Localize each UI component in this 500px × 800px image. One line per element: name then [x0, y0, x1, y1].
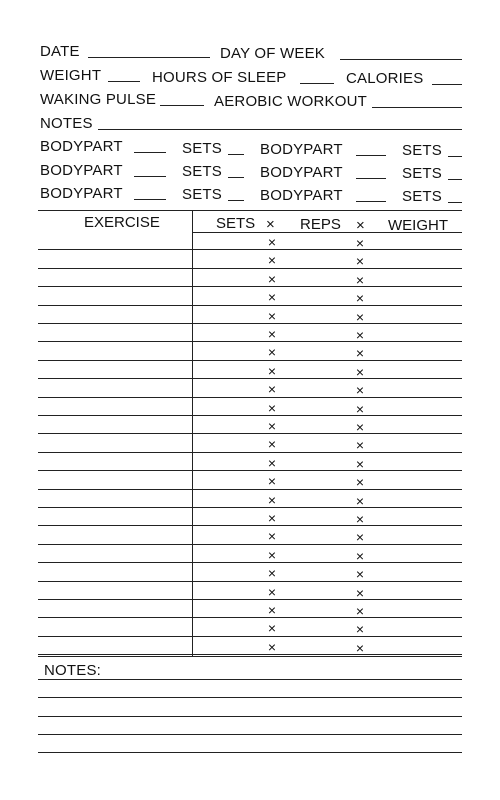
day-of-week-label: DAY OF WEEK: [220, 45, 325, 62]
multiply-mark: ×: [267, 234, 277, 250]
date-label: DATE: [40, 43, 80, 60]
multiply-mark: ×: [355, 492, 365, 509]
bodypart-label: BODYPART: [40, 185, 123, 202]
notes-label: NOTES: [40, 115, 93, 132]
table-row[interactable]: [38, 324, 462, 342]
multiply-mark: ×: [355, 235, 365, 251]
multiply-mark: ×: [355, 603, 365, 619]
multiply-mark: ×: [267, 381, 277, 398]
notes-line[interactable]: [38, 716, 462, 717]
table-row[interactable]: [38, 306, 462, 324]
sets-field[interactable]: [448, 202, 462, 203]
table-row[interactable]: [38, 600, 462, 618]
table-row[interactable]: [38, 269, 462, 287]
exercise-cell-line: [38, 654, 192, 655]
table-top-border: [38, 210, 462, 211]
notes-line[interactable]: [38, 752, 462, 753]
table-row[interactable]: [38, 618, 462, 636]
multiply-mark: ×: [355, 271, 365, 288]
notes-line[interactable]: [38, 679, 462, 680]
multiply-mark: ×: [267, 583, 277, 600]
table-row[interactable]: [38, 471, 462, 489]
waking-pulse-label: WAKING PULSE: [40, 91, 157, 108]
sets-label: SETS: [402, 142, 442, 159]
sets-field[interactable]: [228, 200, 244, 201]
table-row[interactable]: [38, 416, 462, 434]
multiply-mark: ×: [355, 547, 365, 564]
sets-field[interactable]: [228, 154, 244, 155]
table-row[interactable]: [38, 490, 462, 508]
multiply-mark: ×: [355, 639, 365, 656]
bodypart-field[interactable]: [356, 155, 386, 156]
sets-label: SETS: [402, 165, 442, 182]
calories-label: CALORIES: [346, 70, 424, 87]
multiply-mark: ×: [355, 419, 365, 435]
bodypart-label: BODYPART: [40, 162, 123, 179]
table-row[interactable]: [38, 453, 462, 471]
waking-pulse-field[interactable]: [160, 105, 204, 106]
multiply-mark: ×: [267, 307, 277, 324]
multiply-mark: ×: [267, 289, 277, 306]
notes-line[interactable]: [38, 734, 462, 735]
notes-field[interactable]: [98, 129, 462, 130]
multiply-mark: ×: [267, 344, 277, 361]
column-header-exercise: EXERCISE: [84, 214, 160, 231]
multiply-mark: ×: [355, 345, 365, 362]
table-bottom-border: [38, 656, 462, 657]
table-row[interactable]: [38, 545, 462, 563]
table-row[interactable]: [38, 563, 462, 581]
multiply-mark: ×: [355, 621, 365, 638]
bodypart-label: BODYPART: [260, 187, 343, 204]
multiply-mark: ×: [267, 436, 277, 453]
multiply-mark: ×: [355, 400, 365, 417]
multiply-mark: ×: [267, 362, 277, 379]
column-header-weight: WEIGHT: [388, 217, 448, 234]
hours-of-sleep-label: HOURS OF SLEEP: [152, 69, 287, 86]
multiply-mark: ×: [267, 326, 277, 342]
multiply-mark: ×: [267, 270, 277, 287]
multiply-mark: ×: [355, 511, 365, 527]
table-row[interactable]: [38, 232, 462, 250]
column-header-times: ×: [266, 216, 275, 233]
weight-field[interactable]: [108, 81, 140, 82]
bodypart-field[interactable]: [356, 178, 386, 179]
multiply-mark: ×: [267, 454, 277, 471]
day-of-week-field[interactable]: [340, 59, 462, 60]
multiply-mark: ×: [355, 363, 365, 380]
multiply-mark: ×: [267, 565, 277, 582]
multiply-mark: ×: [355, 308, 365, 325]
multiply-mark: ×: [355, 437, 365, 454]
multiply-mark: ×: [355, 529, 365, 546]
table-row[interactable]: [38, 508, 462, 526]
column-header-times: ×: [356, 217, 365, 234]
multiply-mark: ×: [355, 474, 365, 491]
sets-field[interactable]: [448, 179, 462, 180]
footer-notes-label: NOTES:: [44, 662, 102, 679]
multiply-mark: ×: [267, 510, 277, 526]
table-row[interactable]: [38, 250, 462, 268]
multiply-mark: ×: [267, 491, 277, 508]
bodypart-label: BODYPART: [40, 138, 123, 155]
multiply-mark: ×: [267, 638, 277, 655]
aerobic-workout-field[interactable]: [372, 107, 462, 108]
date-field[interactable]: [88, 57, 210, 58]
multiply-mark: ×: [267, 473, 277, 490]
multiply-mark: ×: [355, 455, 365, 472]
multiply-mark: ×: [267, 620, 277, 637]
weight-label: WEIGHT: [40, 67, 102, 84]
multiply-mark: ×: [355, 382, 365, 399]
bodypart-field[interactable]: [134, 199, 166, 200]
multiply-mark: ×: [355, 290, 365, 307]
sets-field[interactable]: [228, 177, 244, 178]
multiply-mark: ×: [355, 253, 365, 270]
table-row[interactable]: [38, 434, 462, 452]
hours-of-sleep-field[interactable]: [300, 83, 334, 84]
column-header-reps: REPS: [300, 216, 341, 233]
multiply-mark: ×: [267, 528, 277, 545]
table-row[interactable]: [38, 342, 462, 360]
bodypart-field[interactable]: [134, 176, 166, 177]
table-row[interactable]: [38, 637, 462, 655]
notes-line[interactable]: [38, 697, 462, 698]
sets-field[interactable]: [448, 156, 462, 157]
calories-field[interactable]: [432, 84, 462, 85]
multiply-mark: ×: [355, 584, 365, 601]
multiply-mark: ×: [267, 399, 277, 416]
bodypart-label: BODYPART: [260, 141, 343, 158]
sets-reps-weight-cell-line: [193, 654, 462, 655]
sets-label: SETS: [402, 188, 442, 205]
table-row[interactable]: [38, 361, 462, 379]
multiply-mark: ×: [267, 546, 277, 563]
table-row[interactable]: [38, 582, 462, 600]
sets-label: SETS: [182, 186, 222, 203]
multiply-mark: ×: [355, 327, 365, 343]
multiply-mark: ×: [267, 418, 277, 434]
multiply-mark: ×: [267, 252, 277, 269]
bodypart-label: BODYPART: [260, 164, 343, 181]
sets-label: SETS: [182, 140, 222, 157]
column-header-sets: SETS: [216, 215, 256, 232]
sets-label: SETS: [182, 163, 222, 180]
table-row[interactable]: [38, 526, 462, 544]
multiply-mark: ×: [355, 566, 365, 583]
aerobic-workout-label: AEROBIC WORKOUT: [214, 93, 368, 110]
table-row[interactable]: [38, 398, 462, 416]
multiply-mark: ×: [267, 602, 277, 618]
bodypart-field[interactable]: [134, 152, 166, 153]
table-row[interactable]: [38, 379, 462, 397]
table-row[interactable]: [38, 287, 462, 305]
bodypart-field[interactable]: [356, 201, 386, 202]
